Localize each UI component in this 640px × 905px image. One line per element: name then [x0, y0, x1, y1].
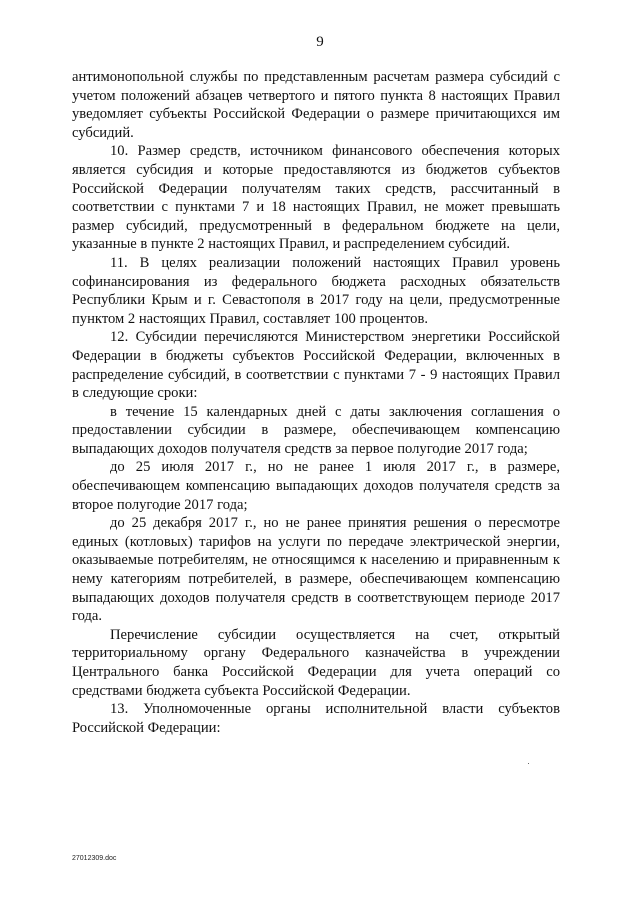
paragraph-12-term-3: до 25 декабря 2017 г., но не ранее принятия решения о пересмотре единых (котловых) тарифов на услуги по передаче электрической энергии, оказываемые потребителям, не относящимся к населению и приравненным к нему категориям потребителей, в размере, обеспечивающем компенсацию выпадающих доходов получателя средств в соответствующем периоде 2017 года.	[72, 515, 560, 625]
paragraph-12-term-2: до 25 июля 2017 г., но не ранее 1 июля 2017 г., в размере, обеспечивающем компенсацию выпадающих доходов получателя средств за второе полугодие 2017 года;	[72, 459, 560, 513]
paragraph-13: 13. Уполномоченные органы исполнительной власти субъектов Российской Федерации:	[72, 701, 560, 736]
page-number: 9	[316, 34, 324, 50]
paragraph-12: 12. Субсидии перечисляются Министерством энергетики Российской Федерации в бюджеты субъектов Российской Федерации, включенных в распределение субсидий, в соответствии с пунктами 7 - 9 настоящих Правил в следующие сроки:	[72, 329, 560, 402]
paragraph-11: 11. В целях реализации положений настоящих Правил уровень софинансирования из федерального бюджета расходных обязательств Республики Крым и г. Севастополя в 2017 году на цели, предусмотренные пунктом 2 настоящих Правил, составляет 100 процентов.	[72, 254, 560, 327]
scan-speck	[528, 763, 529, 764]
footer-file-code: 27012309.doc	[72, 855, 117, 862]
paragraph-12-term-1: в течение 15 календарных дней с даты заключения соглашения о предоставлении субсидии в размере, обеспечивающем компенсацию выпадающих доходов получателя средств за первое полугодие 2017 года;	[72, 403, 560, 457]
paragraph-10: 10. Размер средств, источником финансового обеспечения которых является субсидия и которые предоставляются из бюджетов субъектов Российской Федерации получателям таких средств, рассчитанный в соответствии с пунктами 7 и 18 настоящих Правил, не может превышать размер субсидий, предусмотренный в федеральном бюджете на цели, указанные в пункте 2 настоящих Правил, и распределением субсидий.	[72, 143, 560, 253]
document-body	[72, 68, 560, 737]
paragraph-continuation: антимонопольной службы по представленным расчетам размера субсидий с учетом положений абзацев четвертого и пятого пункта 8 настоящих Правил уведомляет субъекты Российской Федерации о размере причитающихся им субсидий.	[72, 69, 560, 141]
paragraph-transfer: Перечисление субсидии осуществляется на счет, открытый территориальному органу Федерального казначейства в учреждении Центрального банка Российской Федерации для учета операций со средствами бюджета субъекта Российской Федерации.	[72, 626, 560, 699]
